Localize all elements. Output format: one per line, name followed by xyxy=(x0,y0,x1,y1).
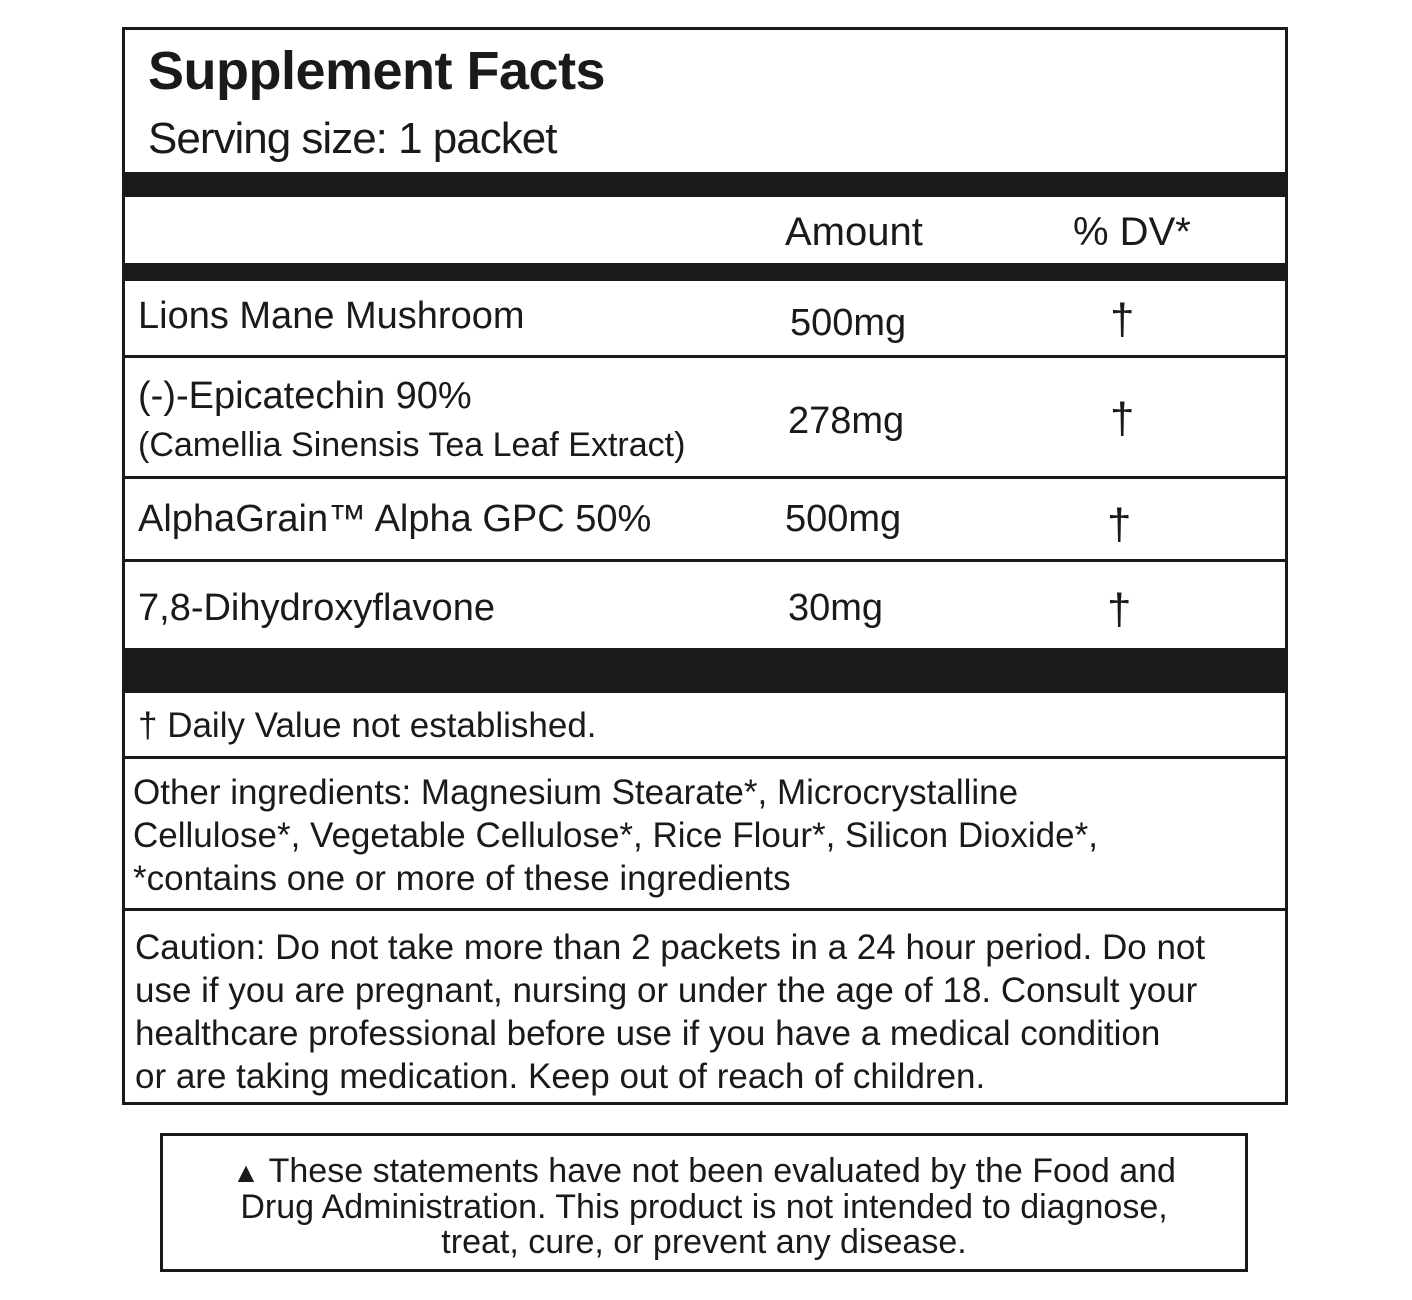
ingredient-name: 7,8-Dihydroxyflavone xyxy=(138,587,495,629)
disclaimer-line xyxy=(163,1154,1245,1190)
other-ingredients-line: *contains one or more of these ingredients xyxy=(133,859,791,898)
panel-title: Supplement Facts xyxy=(148,41,606,101)
caution-line: use if you are pregnant, nursing or under the age of 18. Consult your xyxy=(135,971,1198,1010)
caution-line: or are taking medication. Keep out of reach of children. xyxy=(135,1057,986,1096)
dv-column-header: % DV* xyxy=(1073,210,1191,254)
warning-triangle-icon: ▲ xyxy=(232,1157,260,1188)
dagger-symbol: † xyxy=(1107,500,1132,549)
ingredient-name: (-)-Epicatechin 90% xyxy=(138,375,472,417)
thick-divider xyxy=(125,263,1285,281)
thick-divider xyxy=(125,648,1285,693)
disclaimer-line: treat, cure, or prevent any disease. xyxy=(441,1223,967,1261)
fda-disclaimer xyxy=(160,1133,1248,1272)
caution-line: Caution: Do not take more than 2 packets in a 24 hour period. Do not xyxy=(135,928,1206,967)
row-divider xyxy=(125,476,1285,479)
disclaimer-line: Drug Administration. This product is not intended to diagnose, xyxy=(240,1188,1168,1226)
caution-text xyxy=(135,926,1205,1098)
other-ingredients xyxy=(133,771,1098,900)
section-divider xyxy=(125,908,1285,911)
dv-note: † Daily Value not established. xyxy=(138,706,597,745)
caution-line: healthcare professional before use if you have a medical condition xyxy=(135,1014,1161,1053)
other-ingredients-line: Other ingredients: Magnesium Stearate*, Microcrystalline xyxy=(133,773,1019,812)
ingredient-name: AlphaGrain™ Alpha GPC 50% xyxy=(138,498,652,540)
row-divider xyxy=(125,355,1285,358)
dagger-symbol: † xyxy=(1110,295,1135,344)
dagger-symbol: † xyxy=(1110,394,1135,443)
ingredient-subname: (Camellia Sinensis Tea Leaf Extract) xyxy=(138,426,686,464)
dagger-symbol: † xyxy=(1107,585,1132,634)
ingredient-amount: 278mg xyxy=(788,400,905,442)
amount-column-header: Amount xyxy=(785,210,923,254)
other-ingredients-line: Cellulose*, Vegetable Cellulose*, Rice Flour*, Silicon Dioxide*, xyxy=(133,816,1098,855)
thick-divider xyxy=(125,172,1285,197)
serving-size: Serving size: 1 packet xyxy=(148,114,557,163)
disclaimer-text: These statements have not been evaluated by the Food and xyxy=(268,1152,1176,1190)
ingredient-amount: 500mg xyxy=(785,498,902,540)
ingredient-amount: 30mg xyxy=(788,587,884,629)
ingredient-name: Lions Mane Mushroom xyxy=(138,295,525,337)
section-divider xyxy=(125,756,1285,759)
row-divider xyxy=(125,559,1285,562)
ingredient-amount: 500mg xyxy=(790,302,907,344)
supplement-facts-panel xyxy=(122,27,1288,1105)
